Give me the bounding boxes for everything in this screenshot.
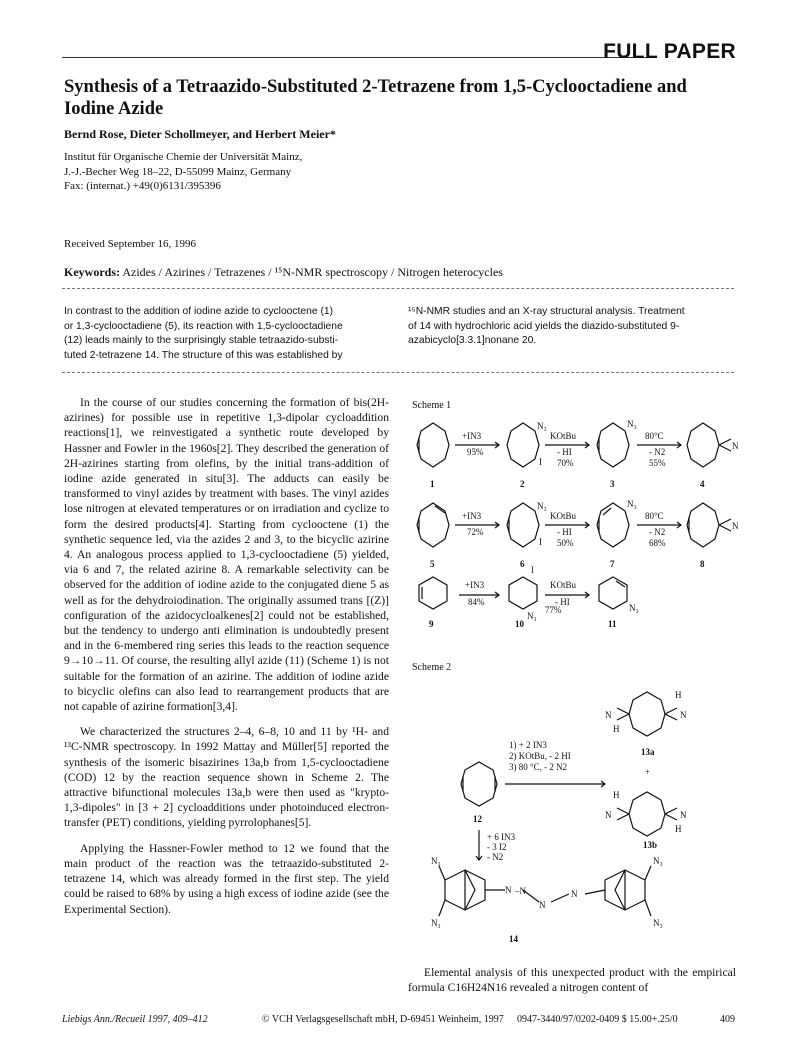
abstract-left bbox=[64, 305, 399, 363]
atom-label: –N bbox=[515, 886, 526, 896]
reagent: 3) 80 °C, - 2 N2 bbox=[509, 762, 568, 772]
cyclooctadiene-5 bbox=[417, 503, 449, 547]
body-left-column bbox=[64, 395, 389, 917]
abstract-line: tuted 2-tetrazene 14. The structure of this was established by bbox=[64, 349, 343, 361]
reagent: 1) + 2 IN3 bbox=[509, 740, 547, 750]
atom-label: N bbox=[505, 885, 512, 895]
reagent: - N2 bbox=[487, 852, 504, 862]
azirine-4 bbox=[687, 423, 719, 467]
atom-label: N bbox=[680, 710, 687, 720]
authors: Bernd Rose, Dieter Schollmeyer, and Herbert Meier* bbox=[64, 127, 336, 141]
article-code: 0947-3440/97/0202-0409 $ 15.00+.25/0 bbox=[517, 1014, 678, 1025]
yield: 70% bbox=[557, 458, 574, 468]
scheme2-label: Scheme 2 bbox=[412, 662, 452, 673]
reagent: +IN3 bbox=[462, 431, 482, 441]
atom-label: I bbox=[539, 457, 542, 467]
atom-label: H bbox=[613, 790, 620, 800]
atom-label: N₃ bbox=[431, 856, 441, 866]
bisazirine-13a bbox=[629, 692, 665, 736]
compound-number: 3 bbox=[610, 479, 615, 489]
bisazirine-13b bbox=[629, 792, 665, 836]
keywords bbox=[64, 265, 503, 280]
compound-number: 13b bbox=[643, 840, 658, 850]
reagent: - HI bbox=[557, 527, 572, 537]
compound-number: 13a bbox=[641, 747, 655, 757]
atom-label: N₃ bbox=[627, 499, 637, 509]
abstract-line: (12) leads mainly to the surprisingly stable tetraazido-substi- bbox=[64, 335, 339, 347]
atom-label: H bbox=[613, 724, 620, 734]
atom-label: N bbox=[605, 710, 612, 720]
reagent: KOtBu bbox=[550, 431, 577, 441]
section-label: FULL PAPER bbox=[603, 40, 736, 63]
compound-number: 12 bbox=[473, 814, 482, 824]
cod-12 bbox=[461, 762, 497, 806]
azido-iodo-6 bbox=[507, 503, 539, 547]
azido-iodo-10 bbox=[509, 577, 537, 609]
reagent: 80°C bbox=[645, 431, 664, 441]
affiliation-line: Institut für Organische Chemie der Universität Mainz, bbox=[64, 151, 303, 163]
atom-label: N₃ bbox=[537, 421, 547, 431]
affiliation bbox=[64, 150, 302, 194]
paragraph: Applying the Hassner-Fowler method to 12 we found that the main product of the reaction was the tetraazido-substituted 2-tetrazene 14, which was already formed in the first step. The yield could be raised to 68% by using a high excess of iodine azide (see the Experimental Section). bbox=[64, 841, 389, 916]
azirine-8 bbox=[687, 503, 719, 547]
atom-label: N bbox=[605, 810, 612, 820]
compound-number: 4 bbox=[700, 479, 705, 489]
yield: 55% bbox=[649, 458, 666, 468]
compound-number: 8 bbox=[700, 559, 705, 569]
abstract-right bbox=[408, 305, 738, 349]
atom-label: N bbox=[732, 521, 739, 531]
reagent: - N2 bbox=[649, 447, 666, 457]
keywords-text: Azides / Azirines / Tetrazenes / ¹⁵N-NMR spectroscopy / Nitrogen heterocycles bbox=[122, 265, 503, 279]
atom-label: H bbox=[675, 824, 682, 834]
page-footer bbox=[62, 1014, 742, 1025]
atom-label: N₃ bbox=[527, 611, 537, 621]
allyl-azide-11 bbox=[599, 577, 627, 609]
compound-number: 11 bbox=[608, 619, 617, 629]
abstract-line: azabicyclo[3.3.1]nonane 20. bbox=[408, 335, 537, 347]
divider bbox=[62, 372, 734, 373]
abstract-line: of 14 with hydrochloric acid yields the diazido-substituted 9- bbox=[408, 320, 680, 332]
reagent: 80°C bbox=[645, 511, 664, 521]
reagent: +IN3 bbox=[462, 511, 482, 521]
body-right-column bbox=[408, 965, 736, 995]
atom-label: N bbox=[732, 441, 739, 451]
compound-number: 2 bbox=[520, 479, 525, 489]
compound-number: 10 bbox=[515, 619, 524, 629]
reagent: +IN3 bbox=[465, 580, 485, 590]
scheme2-diagram bbox=[405, 680, 740, 950]
cyclohexene-9 bbox=[419, 577, 447, 609]
plus-sign: + bbox=[645, 767, 651, 777]
keywords-label: Keywords: bbox=[64, 265, 120, 279]
compound-number: 14 bbox=[509, 934, 518, 944]
cyclooctene-1 bbox=[417, 423, 449, 467]
compound-number: 7 bbox=[610, 559, 615, 569]
yield: 72% bbox=[467, 527, 484, 537]
divider bbox=[62, 288, 734, 289]
atom-label: N bbox=[571, 889, 578, 899]
page-number: 409 bbox=[720, 1014, 735, 1025]
yield: 84% bbox=[468, 597, 485, 607]
compound-number: 9 bbox=[429, 619, 434, 629]
atom-label: N₃ bbox=[653, 918, 663, 928]
abstract-line: ¹⁵N-NMR studies and an X-ray structural analysis. Treatment bbox=[408, 306, 685, 317]
scheme1-diagram bbox=[405, 415, 740, 635]
paragraph: In the course of our studies concerning the formation of bis(2H-azirines) for possible use in repetitive 1,3-dipolar cycloaddition reactions[1], we reinvestigated a synthetic route developed by Hassner and Fowler in the 1960s[2]. They described the generation of 2H-azirines starting from olefins, by the initial trans-addition of iodine azide generated in situ[3]. The adducts can easily be transformed to vinyl azides by treatment with bases. The vinyl azides lose nitrogen at elevated temperatures or on irradiation and cyclize to form the desired products[4]. Starting from cyclooctene (1) the synthetic sequence led, via the azides 2 and 3, to the bicyclic azirine 4. An analogous process applied to 1,3-cyclooctadiene (5) yielded, via 6 and 7, the related azirine 8. A remarkable selectivity can be observed for the addition of iodine azide to the conjugated diene 5 as well as for the dehydroiodination. The originally assumed trans [(Z)] configuration of the azidocycloalkenes[2] could not be established, but the tendency to undergo anti elimination is undoubtedly present and in the 6-membered ring series this leads to the reaction sequence 9→10→11. Of course, the resulting allyl azide (11) (Scheme 1) is not suitable for the formation of an azirine. The addition of iodine azide to bicyclic olefins can also lead to rearrangement products that are not capable of azirine formation[3,4]. bbox=[64, 396, 389, 714]
reagent: + 6 IN3 bbox=[487, 832, 516, 842]
reagent: - 3 I2 bbox=[487, 842, 507, 852]
atom-label: N₃ bbox=[431, 918, 441, 928]
atom-label: N₃ bbox=[629, 603, 639, 613]
abstract-line: or 1,3-cyclooctadiene (5), its reaction with 1,5-cyclooctadiene bbox=[64, 320, 343, 332]
yield: 77% bbox=[545, 605, 562, 615]
azido-iodo-2 bbox=[507, 423, 539, 467]
yield: 68% bbox=[649, 538, 666, 548]
yield: 95% bbox=[467, 447, 484, 457]
yield: 50% bbox=[557, 538, 574, 548]
compound-number: 1 bbox=[430, 479, 435, 489]
reagent: KOtBu bbox=[550, 511, 577, 521]
paper-title: Synthesis of a Tetraazido-Substituted 2-Tetrazene from 1,5-Cyclooctadiene and Iodine Azide bbox=[64, 77, 687, 119]
paragraph: Elemental analysis of this unexpected product with the empirical formula C16H24N16 revealed a nitrogen content of bbox=[408, 966, 736, 995]
scheme1-label: Scheme 1 bbox=[412, 400, 452, 411]
atom-label: N₃ bbox=[627, 419, 637, 429]
reagent: - HI bbox=[555, 597, 570, 607]
reagent: 2) KOtBu, - 2 HI bbox=[509, 751, 571, 761]
compound-number: 5 bbox=[430, 559, 435, 569]
atom-label: N bbox=[680, 810, 687, 820]
affiliation-line: J.-J.-Becher Weg 18–22, D-55099 Mainz, Germany bbox=[64, 165, 292, 178]
paragraph: We characterized the structures 2–4, 6–8, 10 and 11 by ¹H- and ¹³C-NMR spectroscopy. In 1992 Mattay and Müller[5] reported the synthesis of the isomeric bisazirines 13a,b from 1,5-cyclooctadiene (COD) 12 by the reaction sequence shown in Scheme 2. The attractive bifunctional molecules 13a,b were then used as "krypto-1,3-dipoles" in [3 + 2] cycloadditions under photoinduced electron-transfer (PET) conditions, yielding pyrrolophanes[5]. bbox=[64, 725, 389, 830]
journal-citation: Liebigs Ann./Recueil 1997, 409–412 bbox=[62, 1014, 208, 1025]
received-date: Received September 16, 1996 bbox=[64, 238, 196, 250]
reagent: - N2 bbox=[649, 527, 666, 537]
atom-label: N bbox=[539, 900, 546, 910]
atom-label: H bbox=[675, 690, 682, 700]
atom-label: N₃ bbox=[537, 501, 547, 511]
compound-number: 6 bbox=[520, 559, 525, 569]
reagent: - HI bbox=[557, 447, 572, 457]
abstract-line: In contrast to the addition of iodine azide to cyclooctene (1) bbox=[64, 306, 334, 317]
vinyl-azide-3 bbox=[597, 423, 629, 467]
header-rule bbox=[62, 57, 652, 58]
atom-label: N₃ bbox=[653, 856, 663, 866]
affiliation-line: Fax: (internat.) +49(0)6131/395396 bbox=[64, 180, 221, 192]
atom-label: I bbox=[531, 565, 534, 575]
publisher: © VCH Verlagsgesellschaft mbH, D-69451 Weinheim, 1997 bbox=[262, 1014, 504, 1025]
diene-azide-7 bbox=[597, 503, 629, 547]
reagent: KOtBu bbox=[550, 580, 577, 590]
atom-label: I bbox=[539, 537, 542, 547]
